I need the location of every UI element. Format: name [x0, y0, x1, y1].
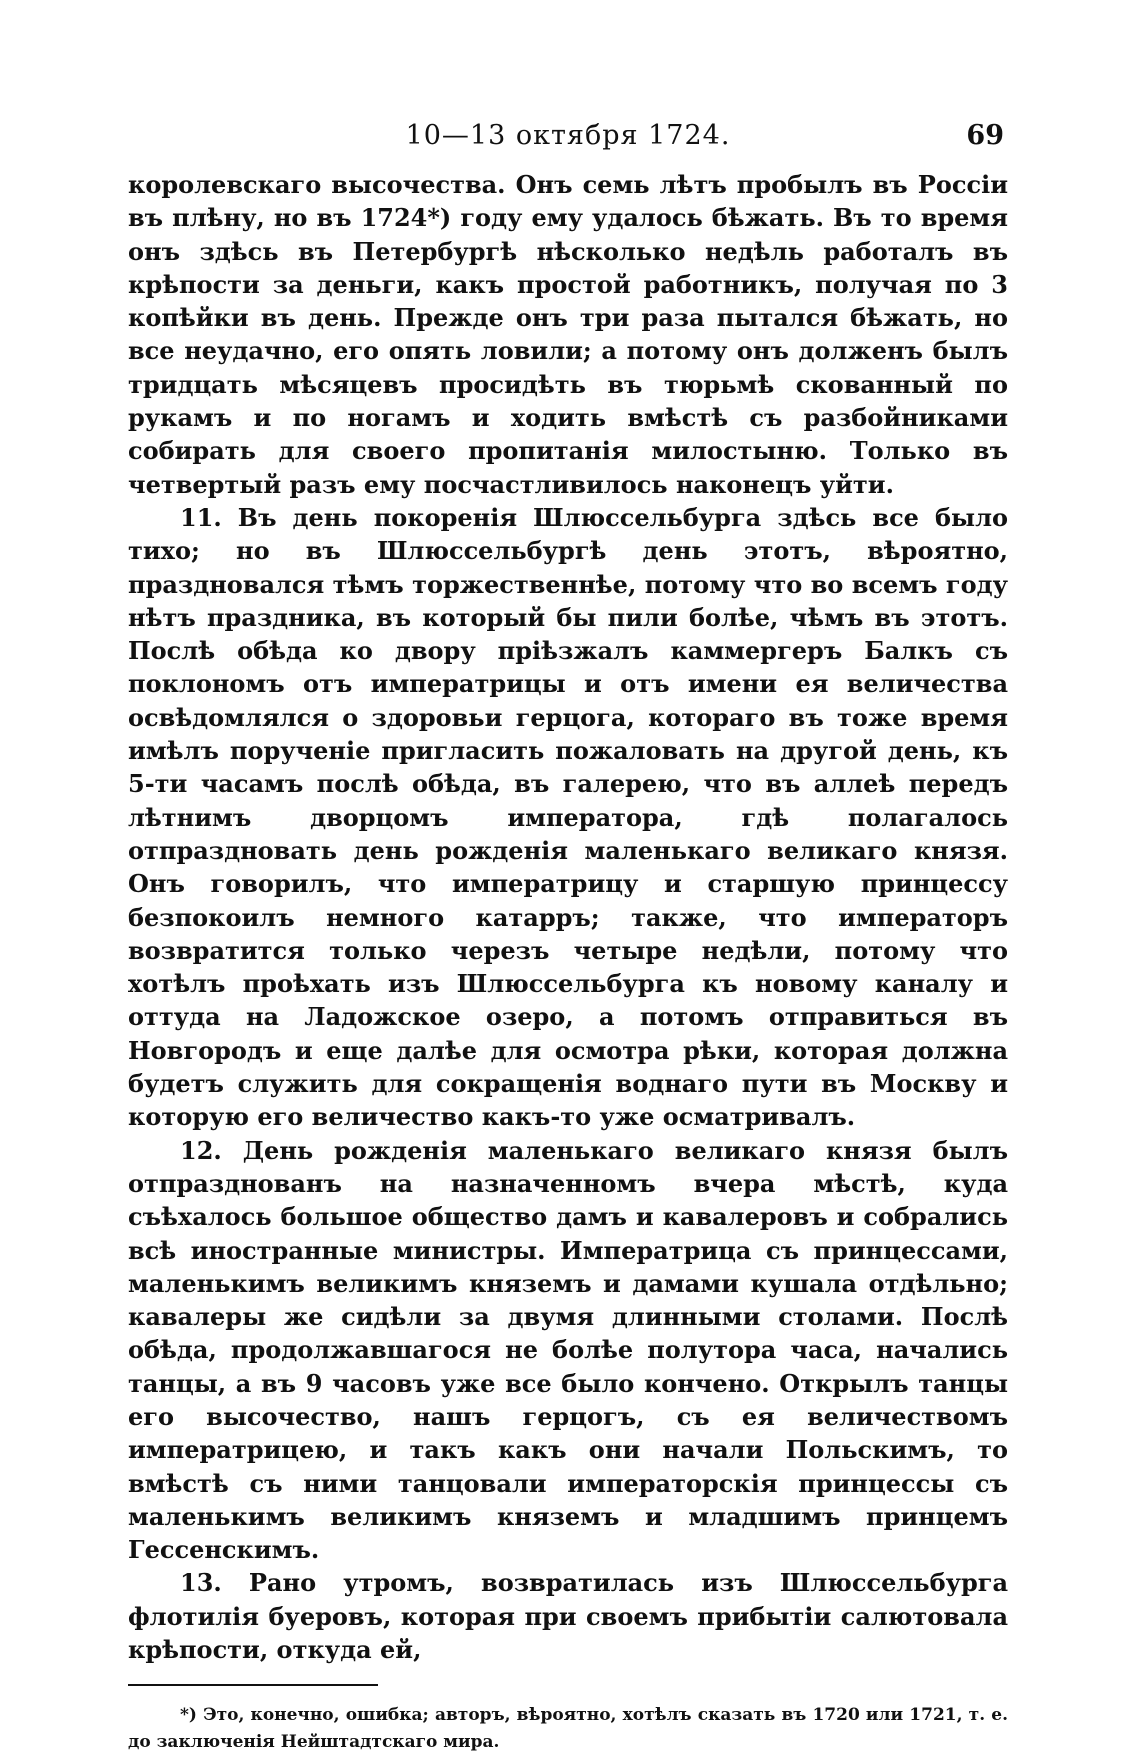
book-page	[128, 118, 1008, 1753]
footnote-divider	[128, 1684, 378, 1686]
footnote: *) Это, конечно, ошибка; авторъ, вѣроятно, хотѣлъ сказать въ 1720 или 1721, т. е. до заключенія Нейштадтскаго мира.	[128, 1705, 1008, 1753]
page-number: 69	[966, 120, 1004, 151]
main-text	[128, 168, 1008, 1666]
running-header-title: 10—13 октября 1724.	[405, 120, 731, 151]
paragraph-continuation: королевскаго высочества. Онъ семь лѣтъ пробылъ въ Россіи въ плѣну, но въ 1724*) году ему удалось бѣжать. Въ то время онъ здѣсь въ Петербургѣ нѣсколько недѣль работалъ въ крѣпости за деньги, какъ простой работникъ, получая по 3 копѣйки въ день. Прежде онъ три раза пытался бѣжать, но все неудачно, его опять ловили; а потому онъ долженъ былъ тридцать мѣсяцевъ просидѣть въ тюрьмѣ скованный по рукамъ и по ногамъ и ходить вмѣстѣ съ разбойниками собирать для своего пропитанія милостыню. Только въ четвертый разъ ему посчастливилось наконецъ уйти.	[128, 170, 1008, 499]
running-header	[128, 118, 1008, 154]
paragraph-13: 13. Рано утромъ, возвратилась изъ Шлюссельбурга флотилія буеровъ, которая при своемъ прибытіи салютовала крѣпости, откуда ей,	[128, 1568, 1008, 1665]
paragraph-11: 11. Въ день покоренія Шлюссельбурга здѣсь все было тихо; но въ Шлюссельбургѣ день этотъ, вѣроятно, праздновался тѣмъ торжественнѣе, потому что во всемъ году нѣтъ праздника, въ который бы пили болѣе, чѣмъ въ этотъ. Послѣ обѣда ко двору пріѣзжалъ каммергеръ Балкъ съ поклономъ отъ императрицы и отъ имени ея величества освѣдомлялся о здоровьи герцога, котораго въ тоже время имѣлъ порученіе пригласить пожаловать на другой день, къ 5-ти часамъ послѣ обѣда, въ галерею, что въ аллеѣ передъ лѣтнимъ дворцомъ императора, гдѣ полагалось отпраздновать день рожденія маленькаго великаго князя. Онъ говорилъ, что императрицу и старшую принцессу безпокоилъ немного катарръ; также, что императоръ возвратится только черезъ четыре недѣли, потому что хотѣлъ проѣхать изъ Шлюссельбурга къ новому каналу и оттуда на Ладожское озеро, а потомъ отправиться въ Новгородъ и еще далѣе для осмотра рѣки, которая должна будетъ служить для сокращенія воднаго пути въ Москву и которую его величество какъ-то уже осматривалъ.	[128, 502, 1008, 1132]
paragraph-12: 12. День рожденія маленькаго великаго князя былъ отпразднованъ на назначенномъ вчера мѣстѣ, куда съѣхалось большое общество дамъ и кавалеровъ и собрались всѣ иностранные министры. Императрица съ принцессами, маленькимъ великимъ княземъ и дамами кушала отдѣльно; кавалеры же сидѣли за двумя длинными столами. Послѣ обѣда, продолжавшагося не болѣе полутора часа, начались танцы, а въ 9 часовъ уже все было кончено. Открылъ танцы его высочество, нашъ герцогъ, съ ея величествомъ императрицею, и такъ какъ они начали Польскимъ, то вмѣстѣ съ ними танцовали императорскія принцессы съ маленькимъ великимъ княземъ и младшимъ принцемъ Гессенскимъ.	[128, 1135, 1008, 1565]
